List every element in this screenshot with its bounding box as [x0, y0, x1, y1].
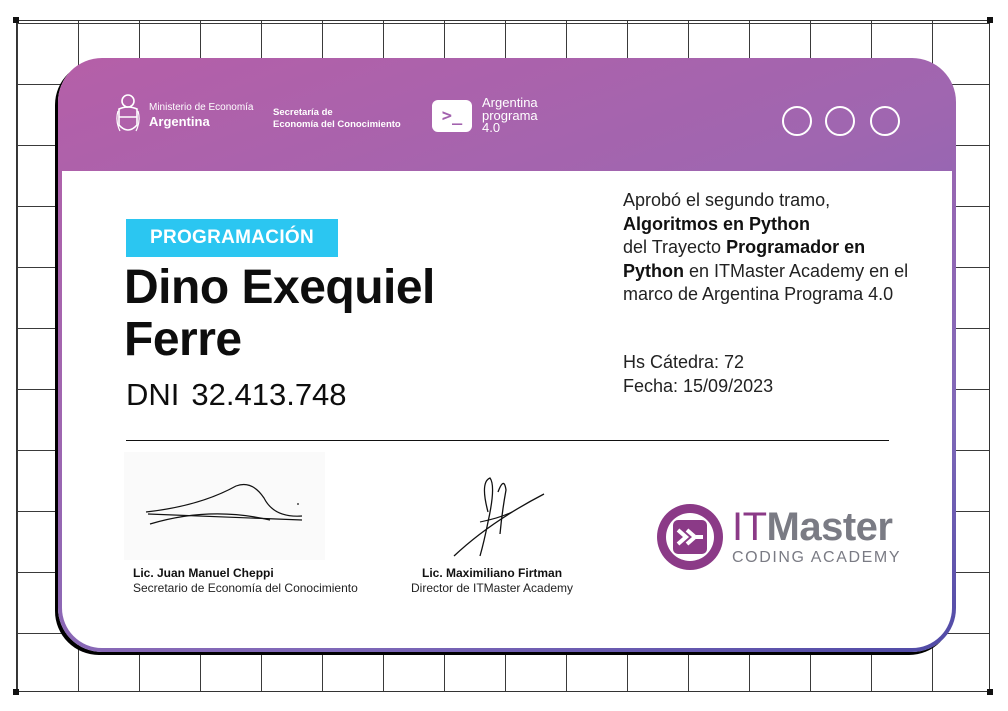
itmaster-title [732, 507, 901, 547]
signer-1-role: Secretario de Economía del Conocimiento [133, 581, 358, 595]
terminal-icon: >_ [432, 100, 472, 132]
signer-1-name: Lic. Juan Manuel Cheppi [133, 566, 274, 580]
ministerio-label: Ministerio de Economía [149, 101, 254, 113]
window-circle-icon-2 [825, 106, 855, 136]
divider-line [126, 440, 889, 441]
signer-2-name: Lic. Maximiliano Firtman [422, 566, 563, 580]
ministerio-country: Argentina [149, 113, 210, 129]
secretaria-line1: Secretaría de [273, 107, 333, 118]
ap-line3: 4.0 [482, 120, 501, 135]
trayecto-name: Programador en Python [623, 237, 866, 281]
signer-2-role: Director de ITMaster Academy [411, 581, 574, 595]
itmaster-it: IT [732, 505, 767, 549]
signature-cheppi [140, 478, 310, 538]
description-academy: en ITMaster Academy en el marco de Argentina Programa 4.0 [623, 260, 909, 304]
course-details [623, 351, 773, 398]
secretaria-line2: Economía del Conocimiento [273, 119, 401, 130]
corner-mark-bottom-right [987, 689, 993, 695]
recipient-name-line1: Dino Exequiel [124, 261, 435, 314]
description-trayecto: del Trayecto [623, 237, 727, 257]
recipient-name-line2: Ferre [124, 313, 242, 366]
dni-number: 32.413.748 [191, 377, 347, 412]
argentina-shield-icon [115, 93, 141, 137]
ministerio-logo [115, 93, 254, 137]
itmaster-subtitle: CODING ACADEMY [732, 549, 902, 566]
itmaster-master: Master [766, 505, 893, 549]
course-hours: Hs Cátedra: 72 [623, 352, 745, 372]
recipient-name [124, 262, 594, 366]
course-description [623, 189, 923, 307]
corner-mark-bottom-left [13, 689, 19, 695]
category-badge: PROGRAMACIÓN [126, 219, 338, 257]
window-circle-icon-1 [782, 106, 812, 136]
secretaria-logo [273, 107, 401, 131]
ap-line1: Argentina [482, 95, 538, 110]
itmaster-logo [656, 503, 901, 571]
ap-line2: programa [482, 107, 538, 123]
course-name: Algoritmos en Python [623, 213, 811, 234]
dni-label: DNI [126, 377, 180, 412]
description-intro: Aprobó el segundo tramo, [623, 190, 831, 210]
corner-mark-top-right [987, 17, 993, 23]
dni [126, 377, 347, 413]
window-circle-icon-3 [870, 106, 900, 136]
signature-firtman [450, 472, 550, 562]
corner-mark-top-left [13, 17, 19, 23]
argentina-programa-logo [432, 97, 538, 135]
course-date: Fecha: 15/09/2023 [623, 375, 774, 396]
itmaster-emblem-icon [656, 503, 724, 571]
